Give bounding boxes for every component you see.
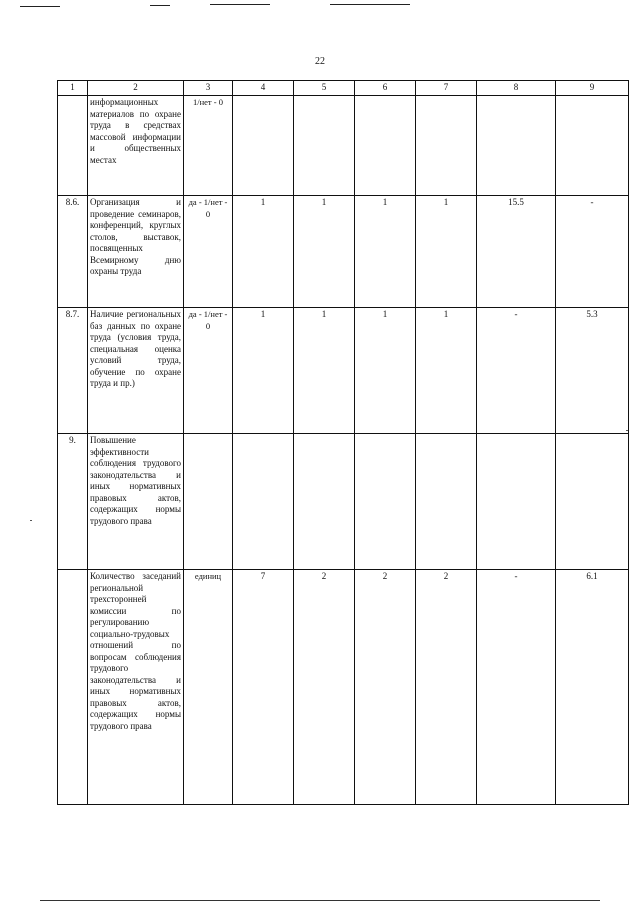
value-cell: 2 <box>294 570 355 805</box>
row-number <box>58 570 88 805</box>
value-cell <box>294 434 355 570</box>
value-cell <box>294 96 355 196</box>
header-cell: 5 <box>294 81 355 96</box>
header-cell: 1 <box>58 81 88 96</box>
value-cell: 1 <box>294 308 355 434</box>
indicator-text: Наличие региональных баз данных по охране труда (условия труда, специальная оценка условий труда, обучение по охране труда и пр.) <box>88 308 184 434</box>
value-cell <box>477 434 556 570</box>
unit-cell: да - 1/нет - 0 <box>184 308 233 434</box>
value-cell: 1 <box>294 196 355 308</box>
value-cell: - <box>477 308 556 434</box>
indicator-text: Организация и проведение семинаров, конференций, круглых столов, выставок, посвященных Всемирному дню охраны труда <box>88 196 184 308</box>
page-number: 22 <box>315 56 325 67</box>
value-cell: 7 <box>233 570 294 805</box>
value-cell: 1 <box>355 308 416 434</box>
header-cell: 7 <box>416 81 477 96</box>
table-row <box>58 96 629 196</box>
value-cell <box>416 96 477 196</box>
scan-line-top <box>20 6 60 7</box>
indicator-text: Повышение эффективности соблюдения трудового законодательства и иных нормативных правовых актов, содержащих нормы трудового права <box>88 434 184 570</box>
table-row <box>58 308 629 434</box>
row-number: 8.6. <box>58 196 88 308</box>
value-cell <box>556 96 629 196</box>
value-cell <box>477 96 556 196</box>
value-cell: - <box>477 570 556 805</box>
value-cell <box>416 434 477 570</box>
value-cell <box>355 96 416 196</box>
value-cell: 1 <box>355 196 416 308</box>
value-cell: 6.1 <box>556 570 629 805</box>
unit-cell <box>184 434 233 570</box>
scan-speck <box>30 520 32 521</box>
header-cell: 6 <box>355 81 416 96</box>
indicator-table <box>57 80 629 805</box>
row-number <box>58 96 88 196</box>
value-cell <box>233 96 294 196</box>
table-row <box>58 570 629 805</box>
header-cell: 4 <box>233 81 294 96</box>
value-cell: 1 <box>416 196 477 308</box>
indicator-text: информационных материалов по охране труда в средствах массовой информации и общественных местах <box>88 96 184 196</box>
scan-line-top <box>210 4 270 5</box>
table-row <box>58 196 629 308</box>
value-cell: - <box>556 196 629 308</box>
table-header-row <box>58 81 629 96</box>
scan-line-top <box>330 4 410 5</box>
value-cell: 1 <box>233 196 294 308</box>
value-cell: 2 <box>416 570 477 805</box>
value-cell <box>556 434 629 570</box>
unit-cell: единиц <box>184 570 233 805</box>
unit-cell: да - 1/нет - 0 <box>184 196 233 308</box>
value-cell: 1 <box>416 308 477 434</box>
value-cell <box>233 434 294 570</box>
scan-line-bottom <box>40 900 600 901</box>
header-cell: 2 <box>88 81 184 96</box>
header-cell: 3 <box>184 81 233 96</box>
value-cell <box>355 434 416 570</box>
header-cell: 9 <box>556 81 629 96</box>
scan-line-top <box>150 5 170 6</box>
unit-cell: 1/нет - 0 <box>184 96 233 196</box>
indicator-text: Количество заседаний региональной трехсторонней комиссии по регулированию социально-трудовых отношений по вопросам соблюдения трудового законодательства и иных нормативных правовых актов, содержащих нормы трудового права <box>88 570 184 805</box>
value-cell: 1 <box>233 308 294 434</box>
value-cell: 2 <box>355 570 416 805</box>
header-cell: 8 <box>477 81 556 96</box>
value-cell: 5.3 <box>556 308 629 434</box>
table-row <box>58 434 629 570</box>
value-cell: 15.5 <box>477 196 556 308</box>
row-number: 8.7. <box>58 308 88 434</box>
row-number: 9. <box>58 434 88 570</box>
